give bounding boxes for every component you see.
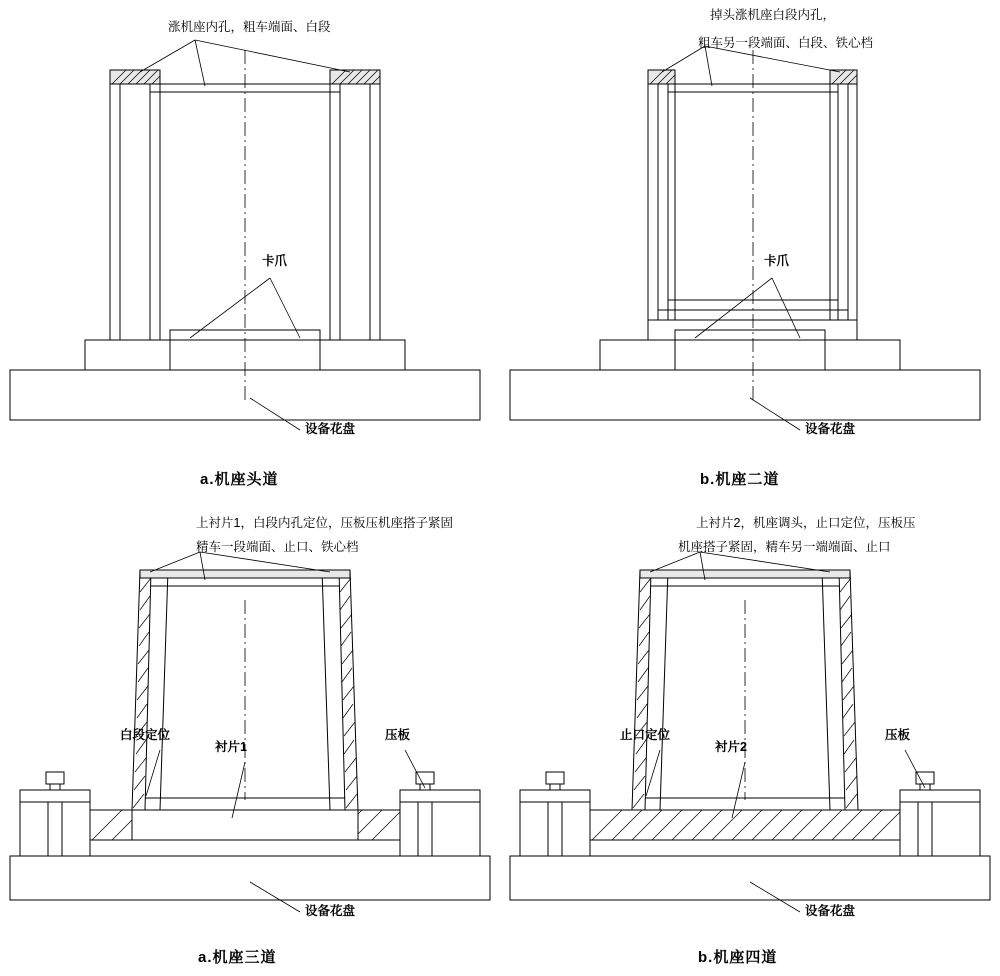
label-top-note-2: 机座搭子紧固，精车另一端端面、止口 bbox=[678, 540, 891, 554]
caption-panel-b-fourth-pass: b.机座四道 bbox=[698, 949, 778, 966]
label-top-note-1: 掉头涨机座白段内孔， bbox=[710, 8, 836, 22]
label-press-plate: 压板 bbox=[385, 728, 411, 742]
label-shim-2: 衬片2 bbox=[715, 740, 747, 754]
label-top-note-1: 上衬片1，白段内孔定位，压板压机座搭子紧固 bbox=[196, 516, 453, 530]
label-jaw: 卡爪 bbox=[262, 254, 288, 268]
label-faceplate: 设备花盘 bbox=[805, 422, 856, 436]
label-jaw: 卡爪 bbox=[764, 254, 790, 268]
caption-panel-b-second-pass: b.机座二道 bbox=[700, 471, 780, 488]
caption-panel-a-first-pass: a.机座头道 bbox=[200, 471, 279, 488]
label-white-section-locate: 白段定位 bbox=[120, 728, 171, 742]
label-press-plate: 压板 bbox=[885, 728, 911, 742]
panel-a2-drawing bbox=[0, 500, 500, 976]
label-spigot-locate: 止口定位 bbox=[620, 728, 671, 742]
label-shim-1: 衬片1 bbox=[215, 740, 247, 754]
label-top-note-2: 粗车另一段端面、白段、铁心档 bbox=[698, 36, 874, 50]
panel-b2-drawing bbox=[500, 500, 1000, 976]
label-top-note-1: 上衬片2，机座调头，止口定位，压板压 bbox=[696, 516, 916, 530]
label-faceplate: 设备花盘 bbox=[305, 422, 356, 436]
panel-b-drawing bbox=[500, 0, 1000, 500]
label-faceplate: 设备花盘 bbox=[305, 904, 356, 918]
label-top-note: 涨机座内孔，粗车端面、白段 bbox=[168, 20, 331, 34]
panel-a-drawing bbox=[0, 0, 500, 500]
caption-panel-a-third-pass: a.机座三道 bbox=[198, 949, 277, 966]
panel-b-fourth-pass bbox=[500, 500, 1000, 976]
label-top-note-2: 精车一段端面、止口、铁心档 bbox=[196, 540, 359, 554]
label-faceplate: 设备花盘 bbox=[805, 904, 856, 918]
panel-b-second-pass bbox=[500, 0, 1000, 500]
panel-a-first-pass bbox=[0, 0, 500, 500]
panel-a-third-pass bbox=[0, 500, 500, 976]
